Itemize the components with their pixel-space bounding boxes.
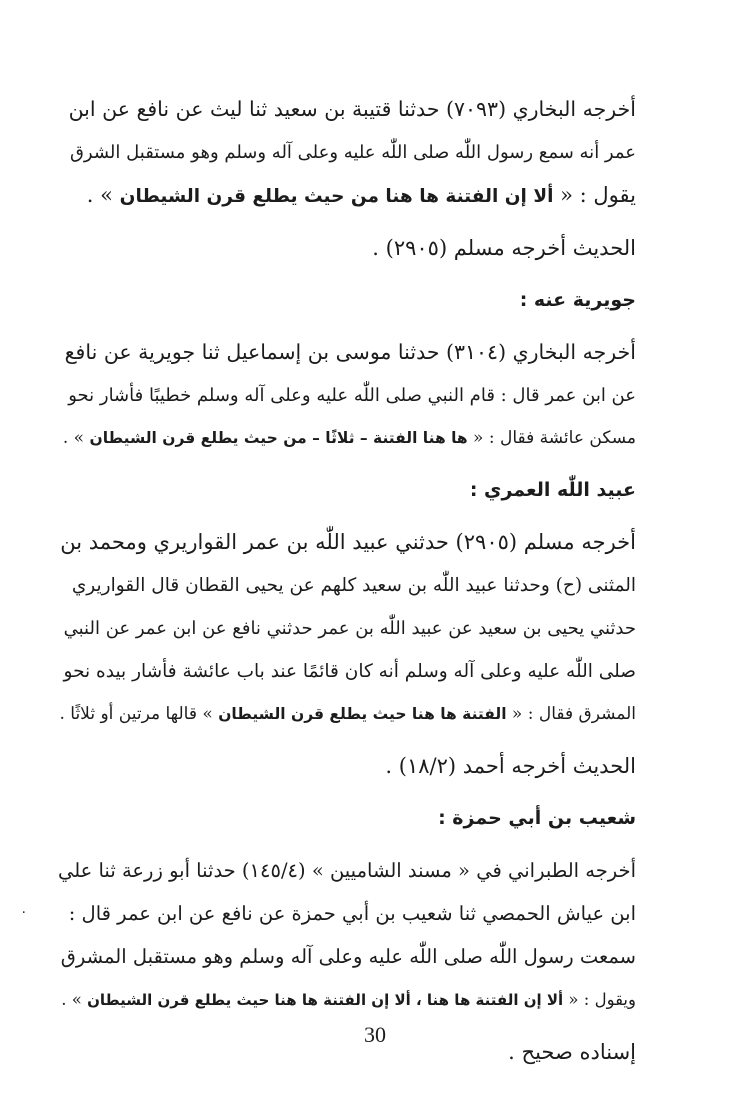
hadith-quote-bold: ها هنا الفتنة – ثلاثًا – من حيث يطلع قرن الشيطان [89,429,468,447]
text-line: الحديث أخرجه مسلم (٢٩٠٥) . [372,236,636,260]
text-line: أخرجه الطبراني في « مسند الشاميين » (١٤٥/٤) حدثنا أبو زرعة ثنا علي [57,859,636,882]
paragraph-muslim-2905-chain [58,521,636,736]
text-fragment: » . [61,990,88,1009]
text-fragment: » . [86,183,120,207]
paragraph-bukhari-3104 [58,331,636,460]
text-fragment: المشرق فقال : « [506,704,636,724]
section-heading-ubaydullah: عبيد اللّٰه العمري : [469,479,636,501]
paragraph-bukhari-7093 [58,88,636,218]
margin-mark: ٠ [20,904,28,920]
text-line: الحديث أخرجه أحمد (١٨/٢) . [385,754,636,778]
paragraph-ahmad [58,745,636,788]
section-heading-juwayriya: جويرية عنه : [519,289,636,311]
text-fragment: » قالها مرتين أو ثلاثًا . [59,704,219,724]
hadith-quote-bold: ألا إن الفتنة ها هنا من حيث يطلع قرن الشيطان [119,186,554,207]
hadith-quote-bold: ألا إن الفتنة ها هنا ، ألا إن الفتنة ها هنا حيث يطلع قرن الشيطان [87,991,564,1009]
text-line [58,174,636,218]
section-heading-shuayb: شعيب بن أبي حمزة : [438,807,636,829]
text-line: ابن عياش الحمصي ثنا شعيب بن أبي حمزة عن نافع عن ابن عمر قال : [68,902,636,925]
paragraph-tabarani [58,849,636,1022]
page-body [58,88,636,1083]
text-line: المثنى (ح) وحدثنا عبيد اللّٰه بن سعيد كلهم عن يحيى القطان قال القواريري [71,575,636,596]
text-line [58,693,636,736]
text-line [58,417,636,460]
text-line: إسناده صحيح . [508,1040,636,1064]
text-line: صلى اللّٰه عليه وعلى آله وسلم أنه كان قائمًا عند باب عائشة فأشار بيده نحو [63,661,636,682]
text-fragment: » . [62,428,90,448]
text-line: عن ابن عمر قال : قام النبي صلى اللّٰه عليه وعلى آله وسلم خطيبًا فأشار نحو [68,385,636,406]
text-line: أخرجه مسلم (٢٩٠٥) حدثني عبيد اللّٰه بن عمر القواريري ومحمد بن [60,530,636,554]
text-line: أخرجه البخاري (٣١٠٤) حدثنا موسى بن إسماعيل ثنا جويرية عن نافع [64,340,636,364]
text-line: حدثني يحيى بن سعيد عن عبيد اللّٰه بن عمر حدثني نافع عن ابن عمر عن النبي [63,618,636,639]
text-fragment: يقول : « [553,183,636,207]
text-line: سمعت رسول اللّٰه صلى اللّٰه عليه وعلى آله وسلم وهو مستقبل المشرق [60,945,636,968]
text-line [58,978,636,1022]
page-number: 30 [364,1022,386,1047]
hadith-quote-bold: الفتنة ها هنا حيث يطلع قرن الشيطان [218,705,507,723]
text-line: عمر أنه سمع رسول اللّٰه صلى اللّٰه عليه وعلى آله وسلم وهو مستقبل الشرق [69,142,636,163]
text-line: أخرجه البخاري (٧٠٩٣) حدثنا قتيبة بن سعيد ثنا ليث عن نافع عن ابن [68,97,636,121]
text-fragment: مسكن عائشة فقال : « [467,428,636,448]
text-fragment: ويقول : « [563,990,636,1009]
paragraph-muslim-2905 [58,227,636,270]
